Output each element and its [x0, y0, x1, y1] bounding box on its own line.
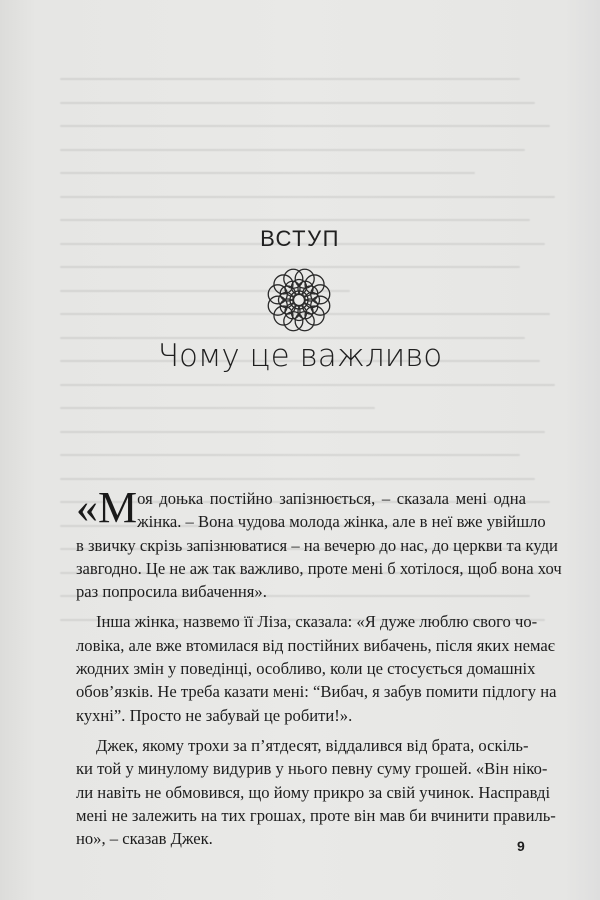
text-line: Інша жінка, назвемо її Ліза, сказала: «Я дуже люблю свого чо-: [96, 612, 538, 632]
section-heading: ВСТУП: [260, 226, 340, 251]
text-line: жодних змін у поведінці, особливо, коли це стосується домашніх: [76, 659, 536, 679]
paragraph-1: [76, 483, 562, 603]
bleed-through-line: [60, 125, 550, 127]
paragraph-2: [76, 610, 557, 726]
page-number: 9: [517, 838, 525, 854]
text-line: но», – сказав Джек.: [76, 829, 213, 849]
text-line: в звичку скрізь запізнюватися – на вечерю до нас, до церкви та куди: [76, 535, 558, 555]
text-line: ки той у минулому видурив у нього певну суму грошей. «Він ніко-: [76, 759, 548, 779]
text-line: ловіка, але вже втомилася від постійних вибачень, після яких немає: [76, 635, 555, 655]
chapter-title: Чому це важливо: [157, 338, 443, 374]
bleed-through-line: [60, 431, 545, 433]
bleed-through-line: [60, 478, 535, 480]
bleed-through-line: [60, 454, 520, 456]
text-line: кухні”. Просто не забувай це робити!».: [76, 705, 353, 725]
bleed-through-line: [60, 407, 375, 409]
bleed-through-line: [60, 149, 525, 151]
bleed-through-line: [60, 78, 520, 80]
bleed-through-line: [60, 102, 535, 104]
text-line: обов’язків. Не треба казати мені: “Вибач, я забув помити підлогу на: [76, 682, 557, 702]
paragraph-3: [76, 734, 556, 850]
text-line: жінка. – Вона чудова молода жінка, але в неї вже увійшло: [137, 512, 546, 532]
text-line: мені не залежить на тих грошах, проте він мав би вчинити правиль-: [76, 805, 556, 825]
bleed-through-line: [60, 172, 475, 174]
body-text: [76, 483, 562, 850]
text-line: Джек, якому трохи за п’ятдесят, віддалився від брата, оскіль-: [96, 735, 529, 755]
flower-ornament-icon: [264, 265, 334, 335]
text-line: раз попросила вибачення».: [76, 582, 267, 602]
bleed-through-line: [60, 196, 555, 198]
text-line: оя доњка постійно запізнюється, – сказала мені одна: [137, 489, 526, 508]
bleed-through-line: [60, 219, 530, 221]
text-line: завгодно. Це не аж так важливо, проте мені б хотілося, щоб вона хоч: [76, 558, 562, 578]
text-line: ли навіть не обмовився, що йому прикро за свій учинок. Насправді: [76, 782, 551, 802]
drop-cap: «М: [76, 483, 138, 532]
bleed-through-line: [60, 384, 555, 386]
